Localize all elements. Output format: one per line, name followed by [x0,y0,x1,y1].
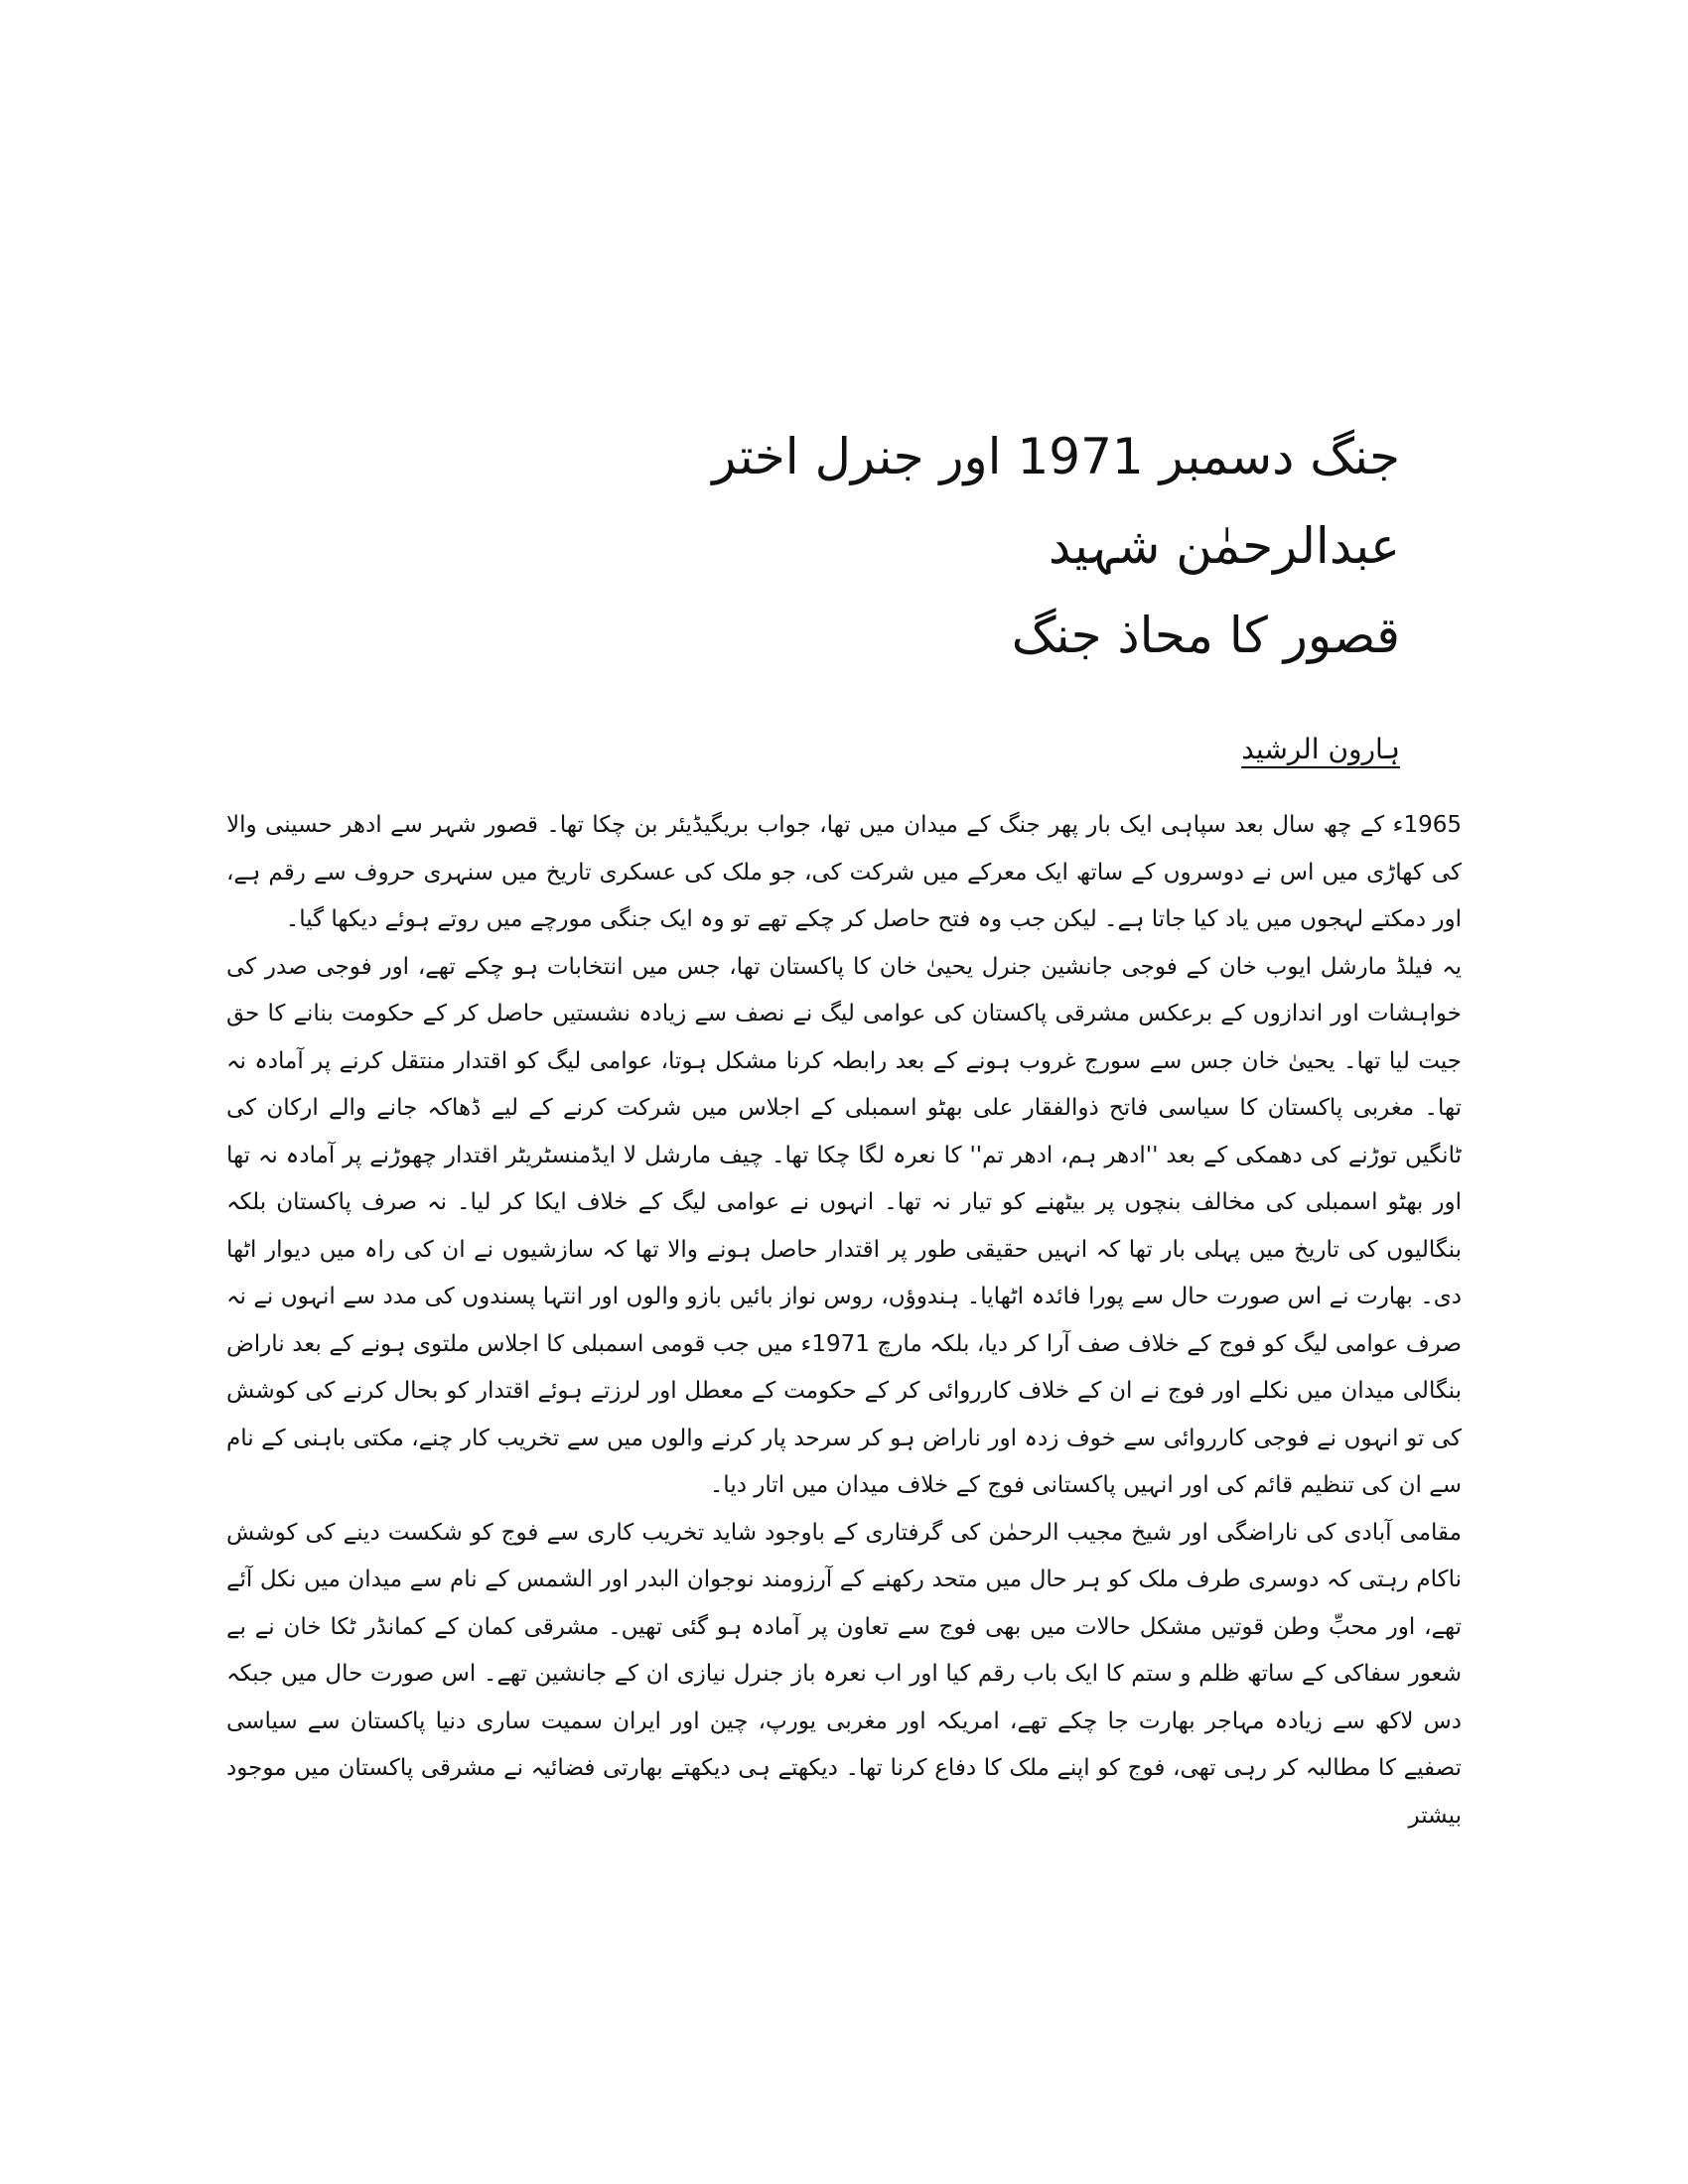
paragraph-2: یہ فیلڈ مارشل ایوب خان کے فوجی جانشین جنرل یحییٰ خان کا پاکستان تھا، جس میں انتخابات ہو چکے تھے، اور فوجی صدر کی خواہشات اور اندازوں کے برعکس مشرقی پاکستان کی عوامی لیگ نے نصف سے زیادہ نشستیں حاصل کر کے حکومت بنانے کا حق جیت لیا تھا۔ یحییٰ خان جس سے سورج غروب ہونے کے بعد رابطہ کرنا مشکل ہوتا، عوامی لیگ کو اقتدار منتقل کرنے پر آمادہ نہ تھا۔ مغربی پاکستان کا سیاسی فاتح ذوالفقار علی بھٹو اسمبلی کے اجلاس میں شرکت کرنے کے لیے ڈھاکہ جانے والے ارکان کی ٹانگیں توڑنے کی دھمکی کے بعد ''ادھر ہم، ادھر تم'' کا نعرہ لگا چکا تھا۔ چیف مارشل لا ایڈمنسٹریٹر اقتدار چھوڑنے پر آمادہ نہ تھا اور بھٹو اسمبلی کی مخالف بنچوں پر بیٹھنے کو تیار نہ تھا۔ انہوں نے عوامی لیگ کے خلاف ایکا کر لیا۔ نہ صرف پاکستان بلکہ بنگالیوں کی تاریخ میں پہلی بار تھا کہ انہیں حقیقی طور پر اقتدار حاصل ہونے والا تھا کہ سازشیوں نے ان کی راہ میں دیوار اٹھا دی۔ بھارت نے اس صورت حال سے پورا فائدہ اٹھایا۔ ہندوؤں، روس نواز بائیں بازو والوں اور انتہا پسندوں کی مدد سے انہوں نے نہ صرف عوامی لیگ کو فوج کے خلاف صف آرا کر دیا، بلکہ مارچ 1971ء میں جب قومی اسمبلی کا اجلاس ملتوی ہونے کے بعد ناراض بنگالی میدان میں نکلے اور فوج نے ان کے خلاف کارروائی کر کے حکومت کے معطل اور لرزتے ہوئے اقتدار کو بحال کرنے کی کوشش کی تو انہوں نے فوجی کارروائی سے خوف زدہ اور ناراض ہو کر سرحد پار کرنے والوں میں سے تخریب کار چنے، مکتی باہنی کے نام سے ان کی تنظیم قائم کی اور انہیں پاکستانی فوج کے خلاف میدان میں اتار دیا۔ [226,953,1462,1498]
page-title: جنگ دسمبر 1971 اور جنرل اختر عبدالرحمٰن شہید [712,428,1400,575]
paragraph-3: مقامی آبادی کی ناراضگی اور شیخ مجیب الرحمٰن کی گرفتاری کے باوجود شاید تخریب کاری سے فوج کو شکست دینے کی کوشش ناکام رہتی کہ دوسری طرف ملک کو ہر حال میں متحد رکھنے کے آرزومند نوجوان البدر اور الشمس کے نام سے میدان میں نکل آئے تھے، اور محبِّ وطن قوتیں مشکل حالات میں بھی فوج سے تعاون پر آمادہ ہو گئی تھیں۔ مشرقی کمان کے کمانڈر ٹکا خان نے بے شعور سفاکی کے ساتھ ظلم و ستم کا ایک باب رقم کیا اور اب نعرہ باز جنرل نیازی ان کے جانشین تھے۔ اس صورت حال میں جبکہ دس لاکھ سے زیادہ مہاجر بھارت جا چکے تھے، امریکہ اور مغربی یورپ، چین اور ایران سمیت ساری دنیا پاکستان سے سیاسی تصفیے کا مطالبہ کر رہی تھی، فوج کو اپنے ملک کا دفاع کرنا تھا۔ دیکھتے ہی دیکھتے بھارتی فضائیہ نے مشرقی پاکستان میں موجود بیشتر [226,1519,1463,1829]
article-body [226,802,1462,1840]
page-subtitle: قصور کا محاذ جنگ [1011,607,1400,664]
title-block [506,412,1400,680]
author-byline: ہارون الرشید [1241,733,1400,765]
paragraph-1: 1965ء کے چھ سال بعد سپاہی ایک بار پھر جنگ کے میدان میں تھا، جواب بریگیڈیئر بن چکا تھا۔ قصور شہر سے ادھر حسینی والا کی کھاڑی میں اس نے دوسروں کے ساتھ ایک معرکے میں شرکت کی، جو ملک کی عسکری تاریخ میں سنہری حروف سے رقم ہے، اور دمکتے لہجوں میں یاد کیا جاتا ہے۔ لیکن جب وہ فتح حاصل کر چکے تھے تو وہ ایک جنگی مورچے میں روتے ہوئے دیکھا گیا۔ [226,812,1462,932]
